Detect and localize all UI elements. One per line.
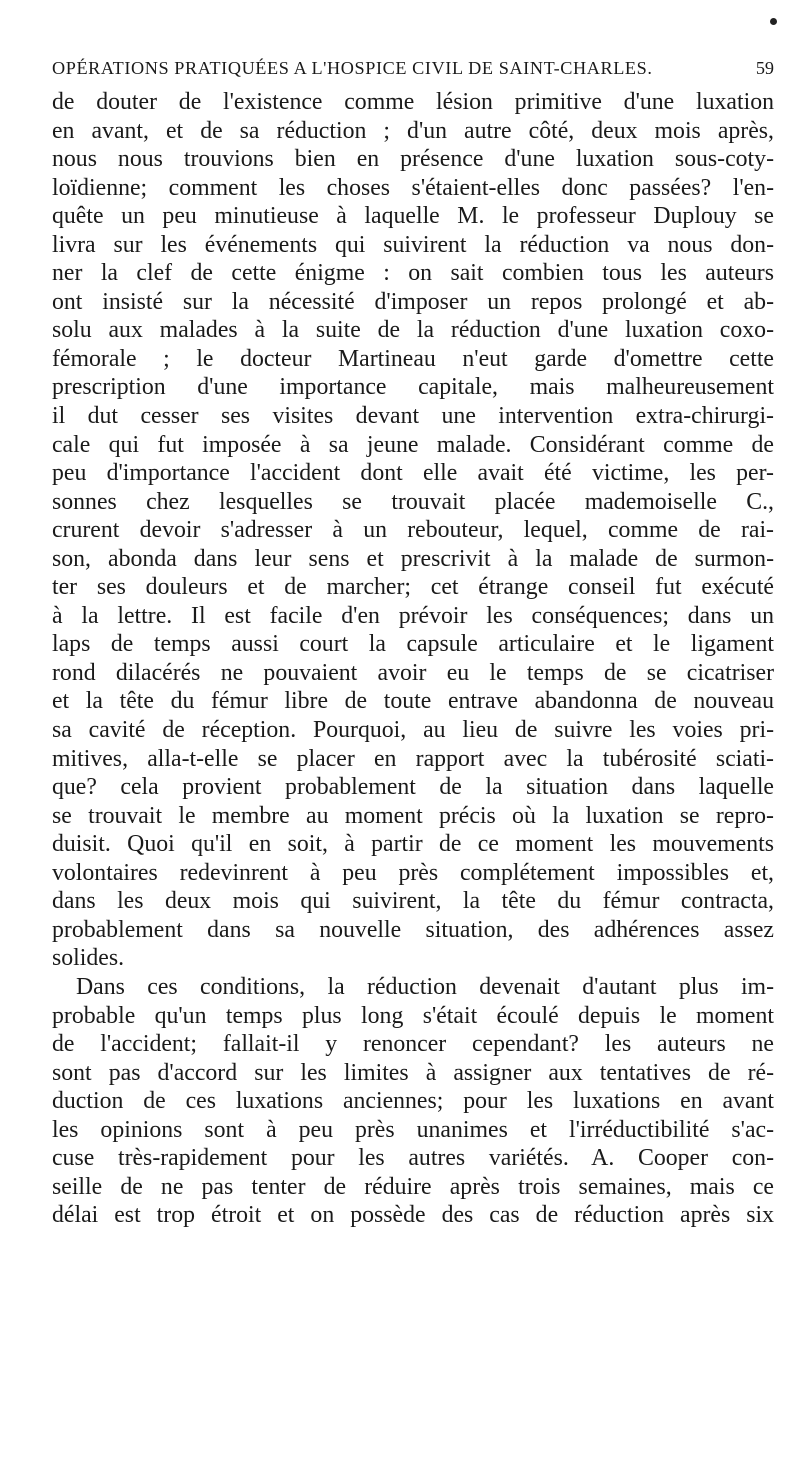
text-line: crurent devoir s'adresser à un rebouteur, lequel, comme de rai- [52,517,774,544]
text-line: sonnes chez lesquelles se trouvait placée mademoiselle C., [52,488,774,515]
text-line: sont pas d'accord sur les limites à assigner aux tentatives de ré- [52,1059,774,1086]
text-line: quête un peu minutieuse à laquelle M. le professeur Duplouy se [52,203,774,230]
text-line: loïdienne; comment les choses s'étaient-elles donc passées? l'en- [52,174,774,201]
text-line: cale qui fut imposée à sa jeune malade. Considérant comme de [52,431,774,458]
text-line: livra sur les événements qui suivirent la réduction va nous don- [52,231,774,258]
body-text [52,88,774,1230]
text-line: sa cavité de réception. Pourquoi, au lieu de suivre les voies pri- [52,717,774,744]
text-line: ner la clef de cette énigme : on sait combien tous les auteurs [52,260,774,287]
text-line: probablement dans sa nouvelle situation, des adhérences assez [52,916,774,943]
ink-dot-mark [770,18,777,25]
text-line: duisit. Quoi qu'il en soit, à partir de ce moment les mouvements [52,831,774,858]
text-line: laps de temps aussi court la capsule articulaire et le ligament [52,631,774,658]
text-line: fémorale ; le docteur Martineau n'eut garde d'omettre cette [52,345,774,372]
text-line: ont insisté sur la nécessité d'imposer un repos prolongé et ab- [52,288,774,315]
text-line: probable qu'un temps plus long s'était écoulé depuis le moment [52,1002,774,1029]
text-line: se trouvait le membre au moment précis où la luxation se repro- [52,802,774,829]
text-line: son, abonda dans leur sens et prescrivit à la malade de surmon- [52,545,774,572]
page-number: 59 [755,58,774,78]
text-line: que? cela provient probablement de la situation dans laquelle [52,774,774,801]
text-line: dans les deux mois qui suivirent, la tête du fémur contracta, [52,888,774,915]
text-line: peu d'importance l'accident dont elle avait été victime, les per- [52,460,774,487]
text-line: de douter de l'existence comme lésion primitive d'une luxation [52,89,774,115]
text-line: ter ses douleurs et de marcher; cet étrange conseil fut exécuté [52,574,774,601]
text-line: seille de ne pas tenter de réduire après trois semaines, mais ce [52,1173,774,1200]
text-line: les opinions sont à peu près unanimes et l'irréductibilité s'ac- [52,1116,774,1143]
text-line: mitives, alla-t-elle se placer en rapport avec la tubérosité sciati- [52,745,774,772]
text-line: nous nous trouvions bien en présence d'une luxation sous-coty- [52,146,774,173]
text-line: rond dilacérés ne pouvaient avoir eu le temps de se cicatriser [52,659,774,686]
text-line: solides. [52,945,125,972]
text-line: de l'accident; fallait-il y renoncer cependant? les auteurs ne [52,1031,774,1058]
text-line: solu aux malades à la suite de la réduction d'une luxation coxo- [52,317,774,344]
text-line: en avant, et de sa réduction ; d'un autre côté, deux mois après, [52,117,774,144]
text-line: et la tête du fémur libre de toute entrave abandonna de nouveau [52,688,774,715]
running-header [52,58,774,88]
text-line: duction de ces luxations anciennes; pour les luxations en avant [52,1088,774,1115]
text-line: Dans ces conditions, la réduction devenait d'autant plus im- [76,973,774,1000]
text-line: prescription d'une importance capitale, mais malheureusement [52,374,774,401]
running-title: OPÉRATIONS PRATIQUÉES A L'HOSPICE CIVIL DE SAINT-CHARLES. [52,58,653,78]
text-line: il dut cesser ses visites devant une intervention extra-chirurgi- [52,403,774,430]
text-line: délai est trop étroit et on possède des cas de réduction après six [52,1202,774,1229]
text-line: volontaires redevinrent à peu près complétement impossibles et, [52,859,774,886]
text-line: à la lettre. Il est facile d'en prévoir les conséquences; dans un [52,602,774,629]
text-line: cuse très-rapidement pour les autres variétés. A. Cooper con- [52,1145,774,1172]
